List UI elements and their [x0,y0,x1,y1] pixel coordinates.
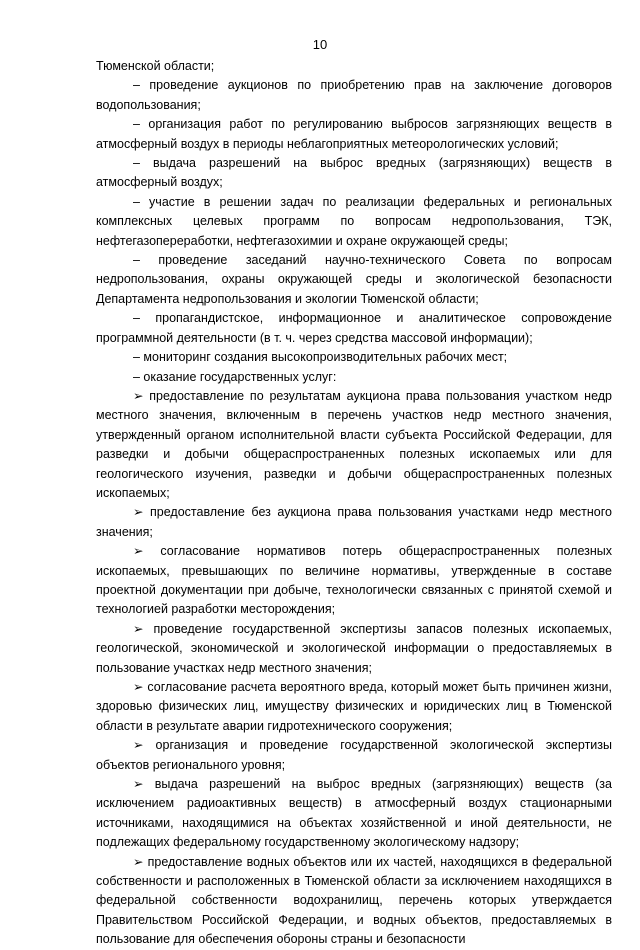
service-item-water-objects: ➢ предоставление водных объектов или их частей, находящихся в федеральной собственности и расположенных в Тюменской области за исключением находящихся в федеральной собственности водохранилищ, перечень которых утверждается Правительством Российской Федерации, и водных объектов, предоставляемых в пользование для обеспечения обороны страны и безопасности [96,854,612,947]
list-item-target-programs: – участие в решении задач по реализации федеральных и региональных комплексных целевых программ по вопросам недропользования, ТЭК, нефтегазопереработки, нефтегазохимии и охране окружающей среды; [96,194,612,248]
page-number: 10 [312,37,328,52]
service-item-damage-calculation: ➢ согласование расчета вероятного вреда, который может быть причинен жизни, здоровью физических лиц, имуществу физических и юридических лиц в Тюменской области в результате аварии гидротехнического сооружения; [96,680,612,733]
service-item-auction-subsoil: ➢ предоставление по результатам аукциона права пользования участком недр местного значения, включенным в перечень участков недр местного значения, утвержденный органом исполнительной власти субъекта Российской Федерации, для разведки и добычи общераспространенных полезных ископаемых или для геологического изучения, разведки и добычи общераспространенных полезных ископаемых; [96,388,612,500]
service-item-reserves-expertise: ➢ проведение государственной экспертизы запасов полезных ископаемых, геологической, экономической и экологической информации о предоставляемых в пользование участках недр местного значения; [96,621,612,675]
list-item-propaganda-support: – пропагандистское, информационное и аналитическое сопровождение программной деятельности (в т. ч. через средства массовой информации); [96,311,612,345]
paragraph-continuation: Тюменской области; [96,59,215,73]
list-item-public-services: – оказание государственных услуг: [133,369,337,384]
service-item-no-auction-subsoil: ➢ предоставление без аукциона права пользования участками недр местного значения; [96,505,612,539]
service-item-ecological-expertise: ➢ организация и проведение государственной экологической экспертизы объектов регионального уровня; [96,738,612,772]
list-item-emissions-regulation: – организация работ по регулированию выбросов загрязняющих веществ в атмосферный воздух в периоды неблагоприятных метеорологических условий; [96,117,612,151]
service-item-loss-norms: ➢ согласование нормативов потерь общераспространенных полезных ископаемых, превышающих по величине нормативы, утвержденные в составе проектной документации при добыче, технологически связанных с принятой схемой и технологией разработки месторождения; [96,544,612,617]
service-item-emission-permits: ➢ выдача разрешений на выброс вредных (загрязняющих) веществ (за исключением радиоактивных веществ) в атмосферный воздух стационарными источниками, находящимися на объектах хозяйственной и иной деятельности, не подлежащих федеральному государственному экологическому надзору; [96,777,612,850]
list-item-scientific-council: – проведение заседаний научно-технического Совета по вопросам недропользования, охраны окружающей среды и экологической безопасности Департамента недропользования и экологии Тюменской области; [96,253,612,306]
body-text [96,57,612,950]
list-item-auctions-water-use: – проведение аукционов по приобретению прав на заключение договоров водопользования; [96,78,612,112]
list-item-emission-permits: – выдача разрешений на выброс вредных (загрязняющих) веществ в атмосферный воздух; [96,156,612,190]
list-item-jobs-monitoring: – мониторинг создания высокопроизводительных рабочих мест; [133,350,508,365]
